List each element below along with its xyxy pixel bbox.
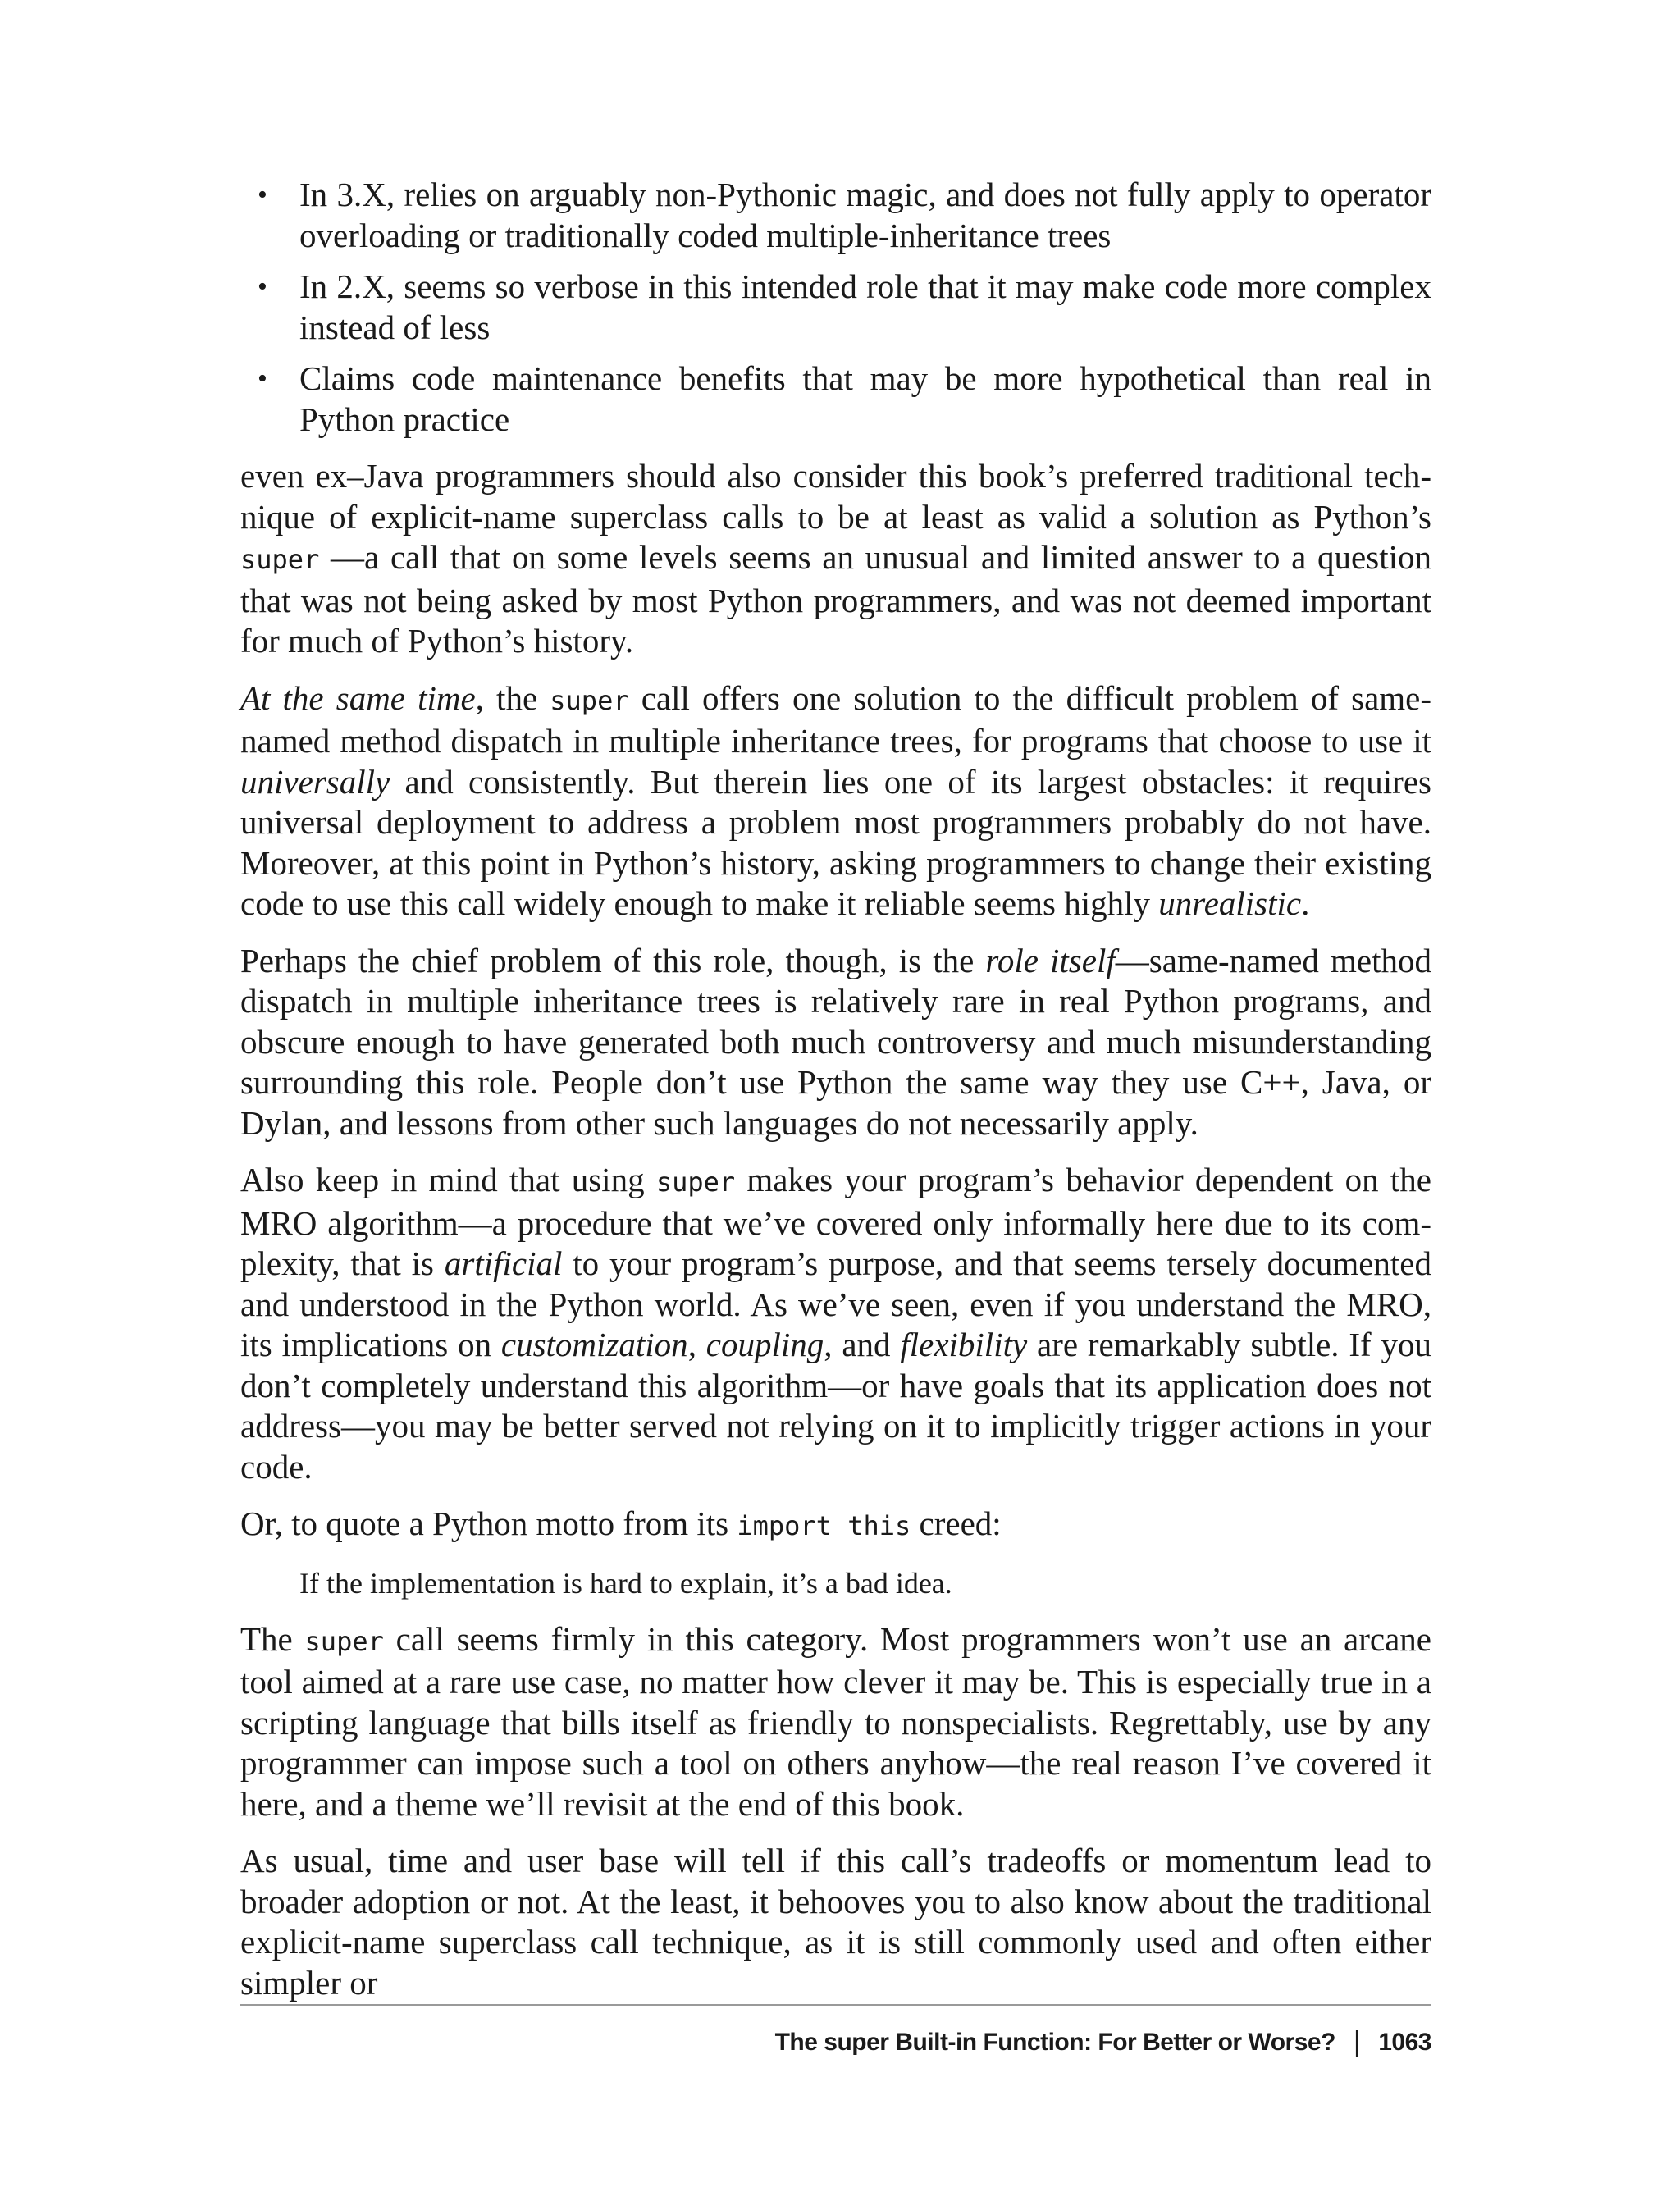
page-number: 1063 [1378, 2028, 1431, 2056]
inline-code: import this [737, 1510, 911, 1541]
inline-code: super [240, 544, 320, 575]
paragraph-ex-java: even ex–Java programmers should also consider this book’s preferred traditional technique of explicit-name superclass calls to be at least as valid a solution as Python’s super —a call that on some levels seems an unusual and limited answer to a question that was not being asked by most Python programmers, and was not deemed important for much of Python’s history. [240, 457, 1431, 660]
paragraph-category: The super call seems firmly in this category. Most programmers won’t use an arcane tool aimed at a rare use case, no matter how clever it may be. This is especially true in a scripting language that bills itself as friendly to nonspecialists. Regrettably, use by any programmer can impose such a tool on others anyhow—the real reason I’ve covered it here, and a theme we’ll revisit at the end of this book. [240, 1619, 1431, 1823]
paragraph-motto: Or, to quote a Python motto from its import this creed: [240, 1504, 1002, 1542]
inline-code: super [304, 1625, 384, 1657]
paragraph-same-time: At the same time, the super call offers one solution to the difficult problem of same-named method dispatch in multiple inheritance trees, for programs that choose to use it universally and consistently. But therein lies one of its largest obstacles: it requires universal deployment to address a problem most programmers probably do not have. Moreover, at this point in Python’s history, asking programmers to change their existing code to use this call widely enough to make it reliable seems highly unrealistic. [240, 678, 1432, 922]
bullet-list [240, 175, 1431, 440]
inline-code: super [550, 684, 629, 716]
paragraph-mro: Also keep in mind that using super makes your program’s behavior dependent on the MRO algorithm—a procedure that we’ve covered only informally here due to its complexity, that is artificial to your program’s purpose, and that seems tersely documented and understood in the Python world. As we’ve seen, even if you understand the MRO, its implications on customization, coupling, and flexibility are remarkably subtle. If you don’t completely understand this algorithm—or have goals that its application does not address—you may be better served not relying on it to implicitly trigger actions in your code. [240, 1161, 1432, 1486]
list-item: • In 3.X, relies on arguably non-Pythonic magic, and does not fully apply to operator overloading or traditionally coded multiple-inheritance trees [258, 176, 1431, 254]
body-text [240, 175, 1431, 2020]
bullet-icon: • [258, 272, 267, 302]
running-footer-title: The super Built-in Function: For Better or Worse? [774, 2028, 1335, 2056]
list-item: • Claims code maintenance benefits that may be more hypothetical than real in Python practice [258, 359, 1431, 438]
bullet-icon: • [258, 363, 267, 394]
bullet-icon: • [258, 180, 267, 210]
footer-separator: | [1353, 2026, 1361, 2057]
page-footer [775, 2026, 1431, 2058]
paragraph-as-usual: As usual, time and user base will tell if this call’s tradeoffs or momentum lead to broader adoption or not. At the least, it behooves you to also know about the traditional explicit-name superclass call technique, as it is still commonly used and often either simpler or [240, 1842, 1431, 2002]
inline-code: super [655, 1166, 736, 1198]
block-quote: If the implementation is hard to explain, it’s a bad idea. [299, 1566, 952, 1600]
footer-divider [240, 2004, 1431, 2006]
list-item: • In 2.X, seems so verbose in this intended role that it may make code more complex instead of less [258, 267, 1431, 346]
paragraph-chief-problem: Perhaps the chief problem of this role, though, is the role itself—same-named method dispatch in multiple inheritance trees is relatively rare in real Python programs, and obscure enough to have generated both much controversy and much misunderstanding surrounding this role. People don’t use Python the same way they use C++, Java, or Dylan, and lessons from other such languages do not necessarily apply. [240, 941, 1431, 1142]
